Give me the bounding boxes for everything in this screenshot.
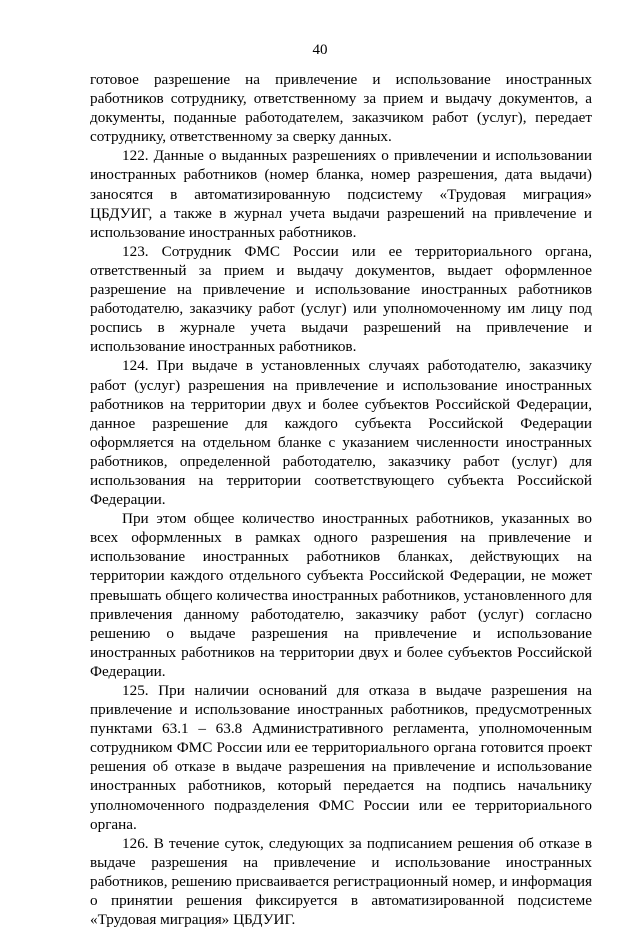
paragraph-122: 122. Данные о выданных разрешениях о привлечении и использовании иностранных работников (номер бланка, номер разрешения, дата выдачи) заносятся в автоматизированную подсистему «Трудовая миграция» ЦБДУИГ, а также в журнал учета выдачи разрешений на привлечение и использование иностранных работников. xyxy=(90,147,592,241)
paragraph-125: 125. При наличии оснований для отказа в выдаче разрешения на привлечение и использование иностранных работников, предусмотренных пунктами 63.1 – 63.8 Административного регламента, уполномоченным сотрудником ФМС России или ее территориального органа готовится проект решения об отказе в выдаче разрешения на привлечение и использование иностранных работников, который передается на подпись начальнику уполномоченного подразделения ФМС России или ее территориального органа. xyxy=(90,682,592,833)
page-number: 40 xyxy=(312,42,328,58)
paragraph-126: 126. В течение суток, следующих за подписанием решения об отказе в выдаче разрешения на привлечение и использование иностранных работников, решению присваивается регистрационный номер, и информация о принятии решения фиксируется в автоматизированной подсистеме «Трудовая миграция» ЦБДУИГ. xyxy=(90,834,592,929)
paragraph-124: 124. При выдаче в установленных случаях работодателю, заказчику работ (услуг) разрешения на привлечение и использование иностранных работников на территории двух и более субъектов Российской Федерации, данное разрешение для каждого субъекта Российской Федерации оформляется на отдельном бланке с указанием численности иностранных работников, определенной работодателю, заказчику работ (услуг) для использования на территории соответствующего субъекта Российской Федерации. xyxy=(90,357,592,509)
paragraph-123: 123. Сотрудник ФМС России или ее территориального органа, ответственный за прием и выдачу документов, выдает оформленное разрешение на привлечение и использование иностранных работников работодателю, заказчику работ (услуг) или уполномоченному им лицу под роспись в журнале учета выдачи разрешений на привлечение и использование иностранных работников. xyxy=(90,242,592,356)
paragraph-continuation: готовое разрешение на привлечение и использование иностранных работников сотруднику, ответственному за прием и выдачу документов, а документы, поданные работодателем, заказчиком работ (услуг), передает сотруднику, ответственному за сверку данных. xyxy=(90,71,592,146)
paragraph-124-continued: При этом общее количество иностранных работников, указанных во всех оформленных в рамках одного разрешения на привлечение и использование иностранных работников бланках, действующих на территории каждого отдельного субъекта Российской Федерации, не может превышать общего количества иностранных работников, установленного для привлечения данному работодателю, заказчику работ (услуг) согласно решению о выдаче разрешения на привлечение и использование иностранных работников на территории двух и более субъектов Российской Федерации. xyxy=(90,510,592,680)
document-body xyxy=(90,70,592,929)
